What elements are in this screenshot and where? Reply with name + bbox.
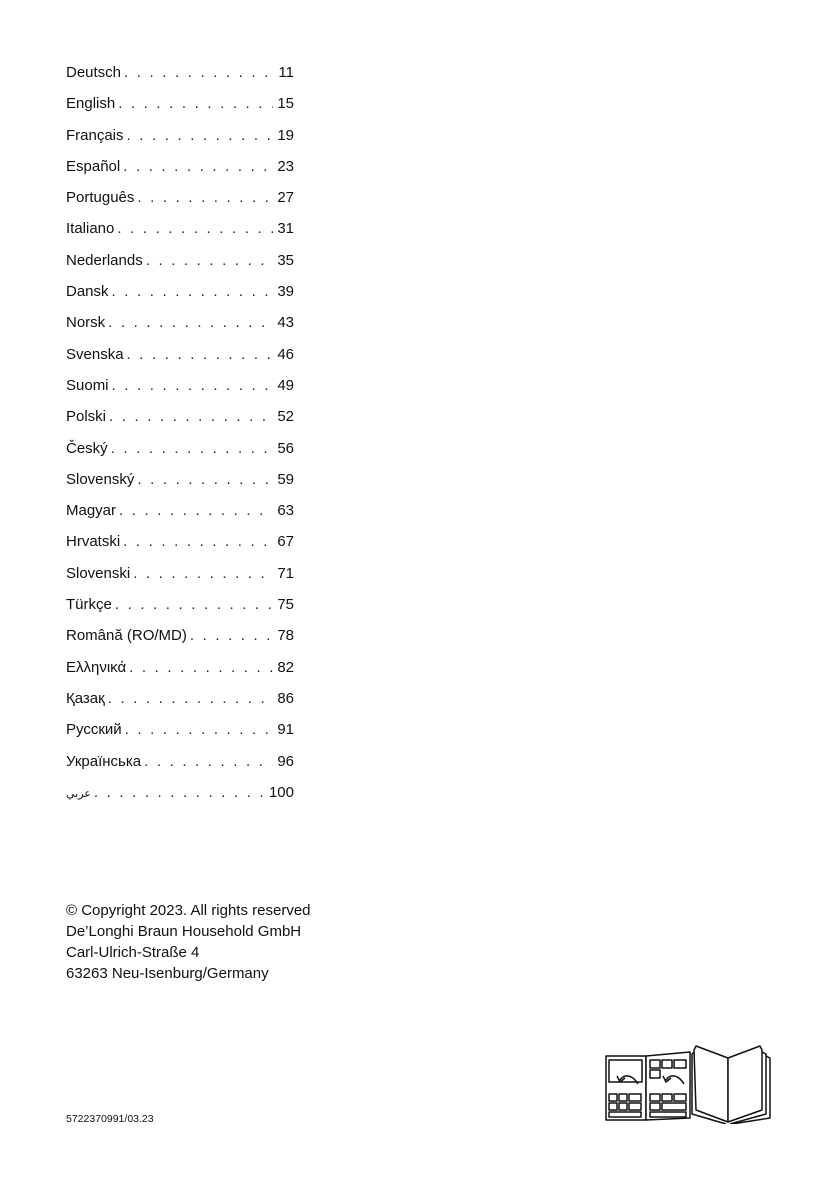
toc-leader-dots: [143, 252, 274, 269]
toc-page-number: 46: [277, 345, 294, 363]
toc-page-number: 86: [277, 689, 294, 707]
toc-row: [66, 502, 294, 533]
toc-language: Türkçe: [66, 596, 112, 614]
toc-leader-dots: [112, 596, 273, 613]
toc-page-number: 19: [277, 126, 294, 144]
toc-row: [66, 627, 294, 658]
toc-page-number: 96: [277, 752, 294, 770]
toc-page-number: 67: [277, 533, 294, 551]
toc-language: Norsk: [66, 314, 106, 332]
toc-language: Українська: [66, 752, 142, 770]
toc-leader-dots: [122, 721, 274, 738]
toc-language: Dansk: [66, 283, 109, 301]
toc-leader-dots: [91, 784, 265, 801]
toc-page-number: 52: [277, 408, 294, 426]
toc-leader-dots: [141, 753, 273, 770]
company-name: De’Longhi Braun Household GmbH: [66, 923, 302, 940]
toc-language: Slovenski: [66, 564, 131, 582]
toc-row: [66, 377, 294, 408]
toc-language: Română (RO/MD): [66, 627, 187, 645]
toc-page-number: 91: [277, 721, 294, 739]
toc-row: [66, 252, 294, 283]
toc-language: Suomi: [66, 376, 109, 394]
toc-leader-dots: [115, 95, 273, 112]
toc-leader-dots: [134, 189, 273, 206]
toc-leader-dots: [116, 502, 273, 519]
toc-leader-dots: [187, 627, 273, 644]
toc-row: [66, 753, 294, 784]
toc-row: [66, 95, 294, 126]
toc-row: [66, 533, 294, 564]
toc-page-number: 27: [277, 189, 294, 207]
toc-language: Español: [66, 157, 121, 175]
toc-row: [66, 784, 294, 815]
fold-out-book-icon: [604, 1044, 776, 1124]
toc-page-number: 71: [277, 564, 294, 582]
toc-row: [66, 471, 294, 502]
toc-page-number: 56: [277, 439, 294, 457]
table-of-contents: [66, 64, 294, 815]
toc-row: [66, 283, 294, 314]
toc-leader-dots: [109, 377, 274, 394]
toc-leader-dots: [126, 659, 273, 676]
toc-row: [66, 64, 294, 95]
toc-row: [66, 596, 294, 627]
toc-leader-dots: [130, 565, 273, 582]
company-city: 63263 Neu-Isenburg/Germany: [66, 965, 269, 982]
toc-language: Français: [66, 126, 124, 144]
toc-leader-dots: [108, 440, 274, 457]
document-number: 5722370991/03.23: [66, 1113, 154, 1125]
toc-row: [66, 721, 294, 752]
toc-language: Italiano: [66, 220, 115, 238]
toc-language: English: [66, 95, 116, 113]
toc-page-number: 39: [277, 283, 294, 301]
toc-page-number: 43: [277, 314, 294, 332]
toc-language: Český: [66, 439, 108, 457]
toc-leader-dots: [106, 408, 273, 425]
toc-page-number: 31: [277, 220, 294, 238]
toc-page-number: 23: [277, 157, 294, 175]
toc-page-number: 15: [277, 95, 294, 113]
toc-leader-dots: [120, 158, 273, 175]
toc-row: [66, 346, 294, 377]
toc-row: [66, 158, 294, 189]
toc-row: [66, 314, 294, 345]
toc-leader-dots: [121, 64, 274, 81]
toc-page-number: 49: [277, 376, 294, 394]
toc-row: [66, 440, 294, 471]
toc-leader-dots: [105, 690, 274, 707]
toc-language: Magyar: [66, 502, 117, 520]
toc-language: Português: [66, 189, 135, 207]
toc-leader-dots: [120, 533, 273, 550]
toc-language: Slovenský: [66, 470, 135, 488]
toc-page-number: 59: [277, 470, 294, 488]
toc-language: Deutsch: [66, 64, 122, 81]
toc-language: عربي: [66, 787, 91, 800]
copyright-line: © Copyright 2023. All rights reserved: [66, 902, 311, 919]
toc-row: [66, 408, 294, 439]
toc-leader-dots: [114, 220, 273, 237]
toc-page-number: 75: [277, 596, 294, 614]
toc-leader-dots: [134, 471, 273, 488]
toc-page-number: 82: [277, 658, 294, 676]
toc-page-number: 11: [278, 64, 294, 81]
toc-page-number: 100: [268, 783, 294, 801]
toc-language: Polski: [66, 408, 107, 426]
toc-language: Nederlands: [66, 251, 143, 269]
toc-row: [66, 659, 294, 690]
toc-leader-dots: [109, 283, 274, 300]
toc-row: [66, 565, 294, 596]
toc-row: [66, 189, 294, 220]
toc-page-number: 78: [277, 627, 294, 645]
copyright-block: [66, 900, 311, 984]
toc-page-number: 63: [277, 502, 294, 520]
toc-language: Қазақ: [66, 689, 105, 707]
toc-row: [66, 220, 294, 251]
toc-language: Hrvatski: [66, 533, 121, 551]
toc-leader-dots: [124, 127, 274, 144]
toc-language: Русский: [66, 721, 122, 739]
toc-leader-dots: [124, 346, 274, 363]
toc-language: Svenska: [66, 345, 124, 363]
toc-leader-dots: [105, 314, 273, 331]
toc-row: [66, 127, 294, 158]
toc-language: Ελληνικά: [66, 658, 127, 676]
toc-row: [66, 690, 294, 721]
toc-page-number: 35: [277, 251, 294, 269]
company-street: Carl-Ulrich-Straße 4: [66, 944, 200, 961]
